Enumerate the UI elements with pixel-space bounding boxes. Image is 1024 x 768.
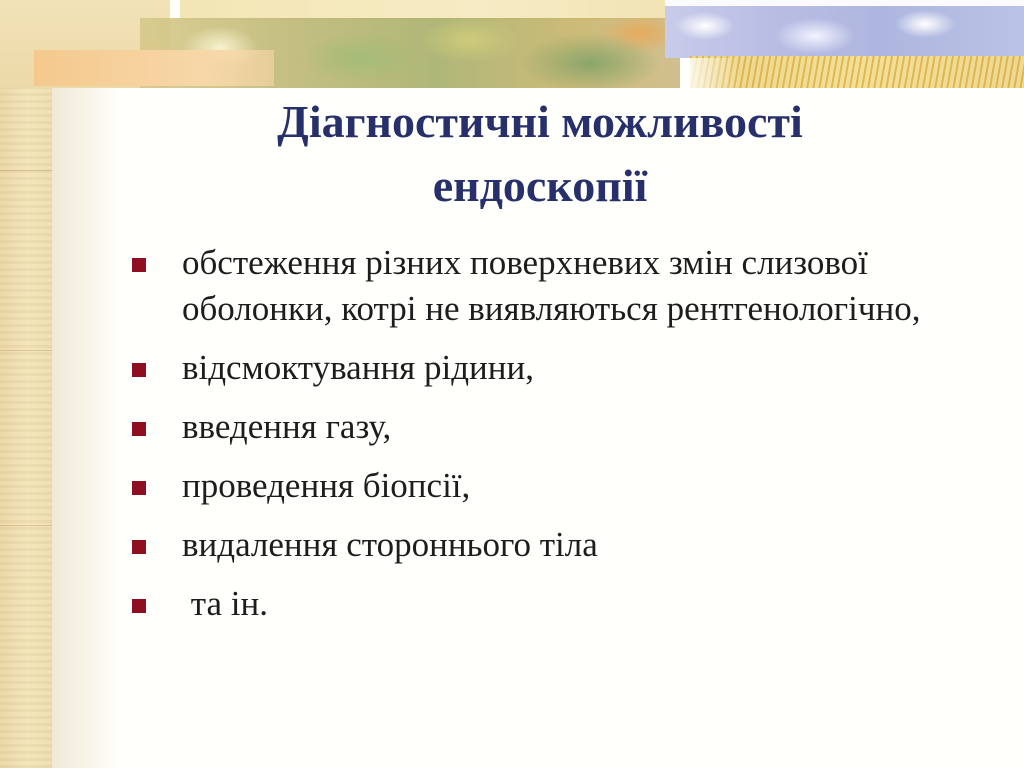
bullet-item — [132, 581, 992, 627]
bullet-text: введення газу, — [182, 407, 392, 446]
bullet-list — [132, 240, 992, 640]
strip-seam — [0, 350, 52, 351]
bullet-text: проведення біопсії, — [182, 466, 471, 505]
title-line-2: ендоскопії — [432, 160, 648, 211]
square-bullet-icon — [132, 258, 146, 272]
title-line-1: Діагностичні можливості — [277, 96, 803, 147]
bullet-item — [132, 522, 992, 568]
strip-shadow — [52, 0, 122, 768]
blue-crystal-image — [665, 6, 1024, 58]
golden-grass-image — [690, 56, 1024, 88]
slide-title — [130, 90, 950, 218]
square-bullet-icon — [132, 481, 146, 495]
bullet-text: та ін. — [182, 584, 268, 623]
peach-decor-band — [34, 50, 274, 86]
square-bullet-icon — [132, 363, 146, 377]
bullet-item — [132, 345, 992, 391]
bullet-text: видалення стороннього тіла — [182, 525, 598, 564]
bullet-item — [132, 404, 992, 450]
square-bullet-icon — [132, 422, 146, 436]
strip-seam — [0, 525, 52, 526]
decor-top-band — [180, 0, 680, 20]
bullet-item — [132, 240, 992, 332]
strip-seam — [0, 170, 52, 171]
left-parchment-strip — [0, 0, 52, 768]
bullet-text: відсмоктування рідини, — [182, 348, 534, 387]
square-bullet-icon — [132, 599, 146, 613]
decor-fade — [680, 58, 740, 88]
square-bullet-icon — [132, 540, 146, 554]
bullet-text: обстеження різних поверхневих змін слизової оболонки, котрі не виявляються рентгенологічно, — [182, 243, 921, 328]
bullet-item — [132, 463, 992, 509]
